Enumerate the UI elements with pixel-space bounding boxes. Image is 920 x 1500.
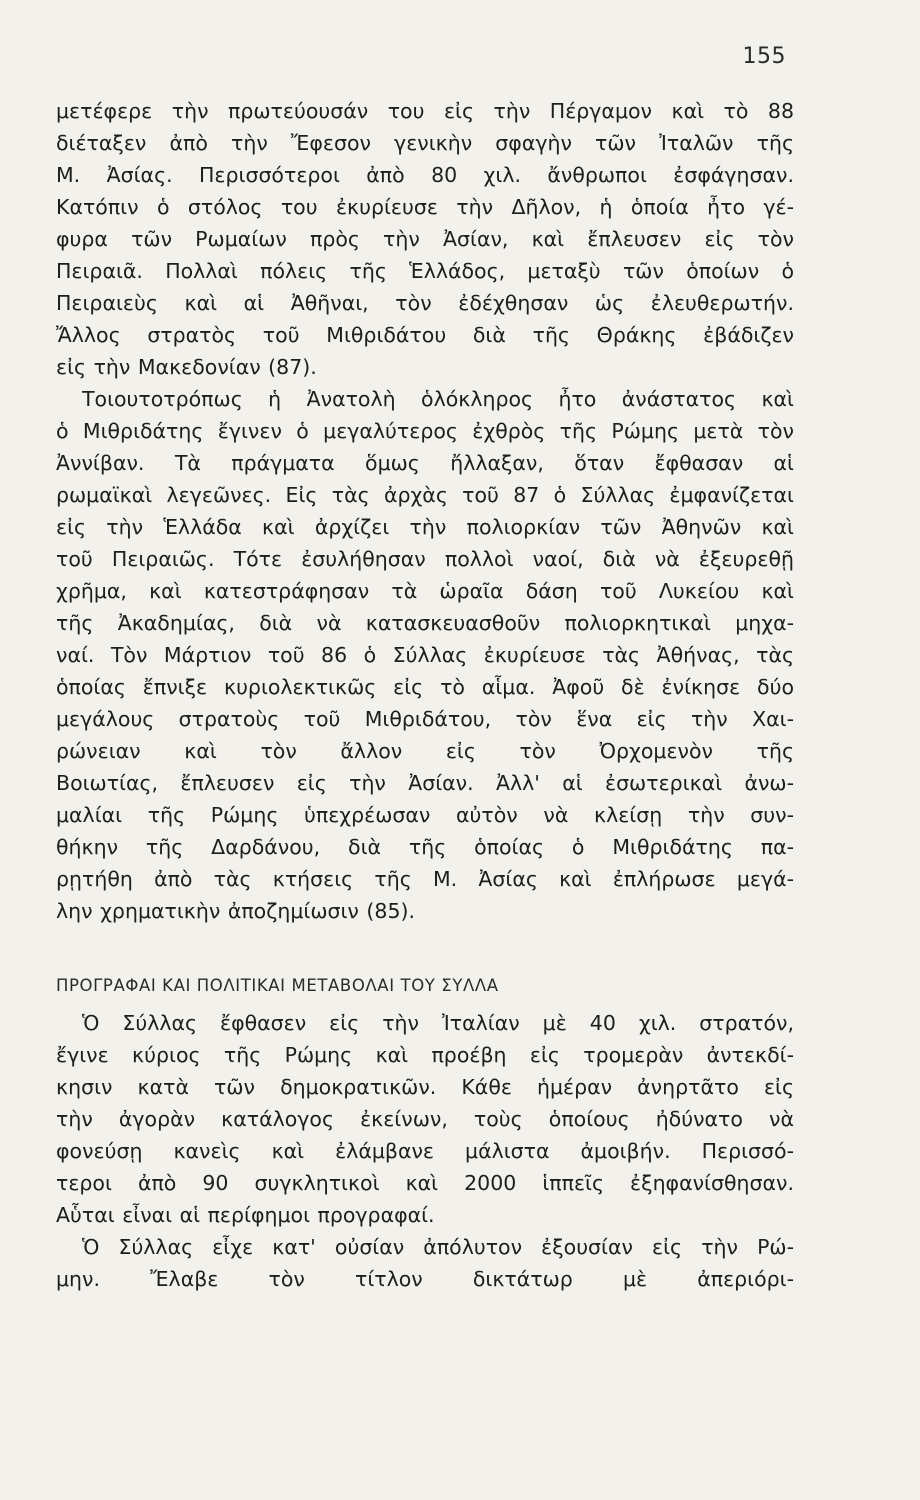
text-line: κησιν κατὰ τῶν δημοκρατικῶν. Κάθε ἡμέραν ἀνηρτᾶτο εἰς	[56, 1075, 794, 1099]
text-line: ὁποίας ἔπνιξε κυριολεκτικῶς εἰς τὸ αἷμα. Ἀφοῦ δὲ ἐνίκησε δύο	[56, 675, 794, 699]
text-line: τὴν ἀγορὰν κατάλογος ἐκείνων, τοὺς ὁποίους ἠδύνατο νὰ	[56, 1107, 794, 1131]
text-line: Πειραιᾶ. Πολλαὶ πόλεις τῆς Ἑλλάδος, μεταξὺ τῶν ὁποίων ὁ	[56, 259, 794, 283]
text-line: Πειραιεὺς καὶ αἱ Ἀθῆναι, τὸν ἐδέχθησαν ὡς ἐλευθερωτήν.	[56, 291, 794, 315]
text-line: Ἄλλος στρατὸς τοῦ Μιθριδάτου διὰ τῆς Θράκης ἐβάδιζεν	[56, 323, 794, 347]
text-line: ρῃτήθη ἀπὸ τὰς κτήσεις τῆς Μ. Ἀσίας καὶ ἐπλήρωσε μεγά-	[56, 867, 794, 891]
text-line: τοῦ Πειραιῶς. Τότε ἐσυλήθησαν πολλοὶ ναοί, διὰ νὰ ἐξευρεθῇ	[56, 547, 794, 571]
text-line: ἔγινε κύριος τῆς Ρώμης καὶ προέβη εἰς τρομερὰν ἀντεκδί-	[56, 1043, 794, 1067]
text-line: Ὁ Σύλλας εἶχε κατ' οὐσίαν ἀπόλυτον ἐξουσίαν εἰς τὴν Ρώ-	[82, 1235, 794, 1259]
text-line: μετέφερε τὴν πρωτεύουσάν του εἰς τὴν Πέργαμον καὶ τὸ 88	[56, 99, 794, 123]
text-line: Κατόπιν ὁ στόλος του ἐκυρίευσε τὴν Δῆλον, ἡ ὁποία ἦτο γέ-	[56, 195, 794, 219]
text-line: χρῆμα, καὶ κατεστράφησαν τὰ ὡραῖα δάση τοῦ Λυκείου καὶ	[56, 579, 794, 603]
text-line: ρωμαϊκαὶ λεγεῶνες. Εἰς τὰς ἀρχὰς τοῦ 87 ὁ Σύλλας ἐμφανίζεται	[56, 483, 794, 507]
text-line: θήκην τῆς Δαρδάνου, διὰ τῆς ὁποίας ὁ Μιθριδάτης πα-	[56, 835, 794, 859]
text-line: Ἀννίβαν. Τὰ πράγματα ὅμως ἤλλαξαν, ὅταν ἔφθασαν αἱ	[56, 451, 794, 475]
text-line: εἰς τὴν Μακεδονίαν (87).	[56, 355, 317, 379]
text-line: Βοιωτίας, ἔπλευσεν εἰς τὴν Ἀσίαν. Ἀλλ' αἱ ἐσωτερικαὶ ἀνω-	[56, 771, 794, 795]
page-number: 155	[742, 44, 786, 69]
text-line: Ὁ Σύλλας ἔφθασεν εἰς τὴν Ἰταλίαν μὲ 40 χιλ. στρατόν,	[82, 1011, 794, 1035]
text-line: διέταξεν ἀπὸ τὴν Ἔφεσον γενικὴν σφαγὴν τῶν Ἰταλῶν τῆς	[56, 131, 794, 155]
text-line: ὁ Μιθριδάτης ἔγινεν ὁ μεγαλύτερος ἐχθρὸς τῆς Ρώμης μετὰ τὸν	[56, 419, 794, 443]
text-line: μαλίαι τῆς Ρώμης ὑπεχρέωσαν αὐτὸν νὰ κλείσῃ τὴν συν-	[56, 803, 794, 827]
section-heading: ΠΡΟΓΡΑΦΑΙ ΚΑΙ ΠΟΛΙΤΙΚΑΙ ΜΕΤΑΒΟΛΑΙ ΤΟΥ ΣΥΛΛΑ	[56, 976, 499, 995]
text-line: Τοιουτοτρόπως ἡ Ἀνατολὴ ὁλόκληρος ἦτο ἀνάστατος καὶ	[82, 387, 794, 411]
text-line: φονεύσῃ κανεὶς καὶ ἐλάμβανε μάλιστα ἀμοιβήν. Περισσό-	[56, 1139, 794, 1163]
text-line: μην. Ἔλαβε τὸν τίτλον δικτάτωρ μὲ ἀπεριόρι-	[56, 1267, 794, 1291]
text-line: Αὗται εἶναι αἱ περίφημοι προγραφαί.	[56, 1203, 435, 1227]
text-line: ρώνειαν καὶ τὸν ἄλλον εἰς τὸν Ὀρχομενὸν τῆς	[56, 739, 794, 763]
text-line: φυρα τῶν Ρωμαίων πρὸς τὴν Ἀσίαν, καὶ ἔπλευσεν εἰς τὸν	[56, 227, 794, 251]
text-line: εἰς τὴν Ἑλλάδα καὶ ἀρχίζει τὴν πολιορκίαν τῶν Ἀθηνῶν καὶ	[56, 515, 794, 539]
text-line: τῆς Ἀκαδημίας, διὰ νὰ κατασκευασθοῦν πολιορκητικαὶ μηχα-	[56, 611, 794, 635]
text-line: μεγάλους στρατοὺς τοῦ Μιθριδάτου, τὸν ἕνα εἰς τὴν Χαι-	[56, 707, 794, 731]
text-line: λην χρηματικὴν ἀποζημίωσιν (85).	[56, 899, 415, 923]
text-line: τεροι ἀπὸ 90 συγκλητικοὶ καὶ 2000 ἱππεῖς ἐξηφανίσθησαν.	[56, 1171, 794, 1195]
text-line: ναί. Τὸν Μάρτιον τοῦ 86 ὁ Σύλλας ἐκυρίευσε τὰς Ἀθήνας, τὰς	[56, 643, 794, 667]
text-line: Μ. Ἀσίας. Περισσότεροι ἀπὸ 80 χιλ. ἄνθρωποι ἐσφάγησαν.	[56, 163, 794, 187]
